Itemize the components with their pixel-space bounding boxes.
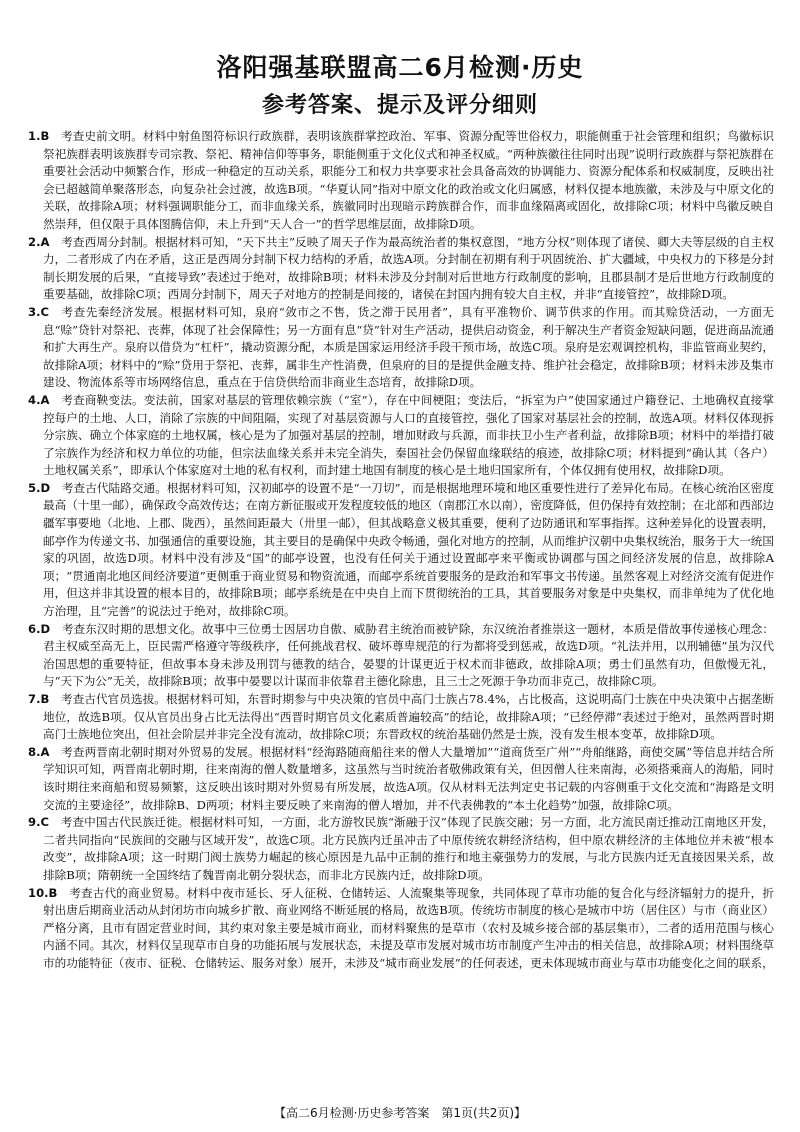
answer-item <box>28 480 774 621</box>
answer-explanation: 考查古代官员选拔。根据材料可知，东晋时期参与中央决策的官员中高门士族占78.4%，占比极高，这说明高门士族在中央决策中占据垄断地位，故选B项。仅从官员出身占比无法得出“西晋时期官员文化素质普遍较高”的结论，故排除A项；“已经停滞”表述过于绝对，虽然两晋时期高门士族地位突出，但社会阶层并非完全没有流动，故排除C项；东晋政权的统治基础仍然是士族，没有发生根本变革，故排除D项。 <box>43 692 774 742</box>
answer-number: 1.B <box>28 129 50 143</box>
answer-explanation: 考查中国古代民族迁徙。根据材料可知，一方面，北方游牧民族“渐融于汉”体现了民族交融；另一方面，北方流民南迁推动江南地区开发，二者共同指向“民族间的交融与区域开发”，故选C项。北方民族内迁虽冲击了中原传统农耕经济结构，但中原农耕经济的主体地位并未被“根本改变”，故排除A项；这一时期门阀士族势力崛起的核心原因是九品中正制的推行和地主豪强势力的发展，与北方民族内迁无直接因果关系，故排除B项；隋朝统一全国终结了魏晋南北朝分裂状态，而非北方民族内迁，故排除D项。 <box>43 815 774 882</box>
answer-number: 7.B <box>28 692 50 706</box>
answer-number: 10.B <box>28 885 58 900</box>
page-footer: 【高二6月检测·历史参考答案 第1页(共2页)】 <box>273 1106 527 1120</box>
answer-number: 3.C <box>28 304 49 319</box>
answer-explanation: 考查先秦经济发展。根据材料可知，泉府“敛市之不售，货之滞于民用者”，具有平准物价、调节供求的作用。而其赊贷活动，一方面无息“赊”贷针对祭祀、丧葬，体现了社会保障性；另一方面有息“贷”针对生产活动，提供启动资金，利于解决生产者资金短缺问题，促进商品流通和扩大再生产。泉府以借贷为“杠杆”，撬动资源分配，本质是国家运用经济手段干预市场，故选C项。泉府是宏观调控机构，非监管商业契约，故排除A项；材料中的“赊”贷用于祭祀、丧葬，属非生产性消费，但泉府的目的是提供金融支持、维护社会稳定，故排除B项；材料未涉及集市建设、物流体系等市场网络信息，重点在于信贷供给而非商业生态培育，故排除D项。 <box>43 304 774 390</box>
answer-item <box>28 128 774 234</box>
answer-list <box>28 128 774 973</box>
answer-number: 4.A <box>28 392 50 407</box>
answer-number: 6.D <box>28 621 51 636</box>
answer-explanation: 考查古代陆路交通。根据材料可知，汉初邮亭的设置不是“一刀切”，而是根据地理环境和地区重要性进行了差异化布局。在核心统治区密度最高（十里一邮），确保政令高效传达；在南方新征服或开发程度较低的地区（南郡江水以南），密度降低，但仍保持有效控制；在北部和西部边疆军事要地（北地、上郡、陇西），虽然间距最大（卅里一邮），但其战略意义极其重要，便利了边防通讯和军事指挥。这种差异化的设置表明，邮亭作为传递文书、加强通信的重要设施，其主要目的是确保中央政令畅通，强化对地方的控制，从而维护汉朝中央集权统治，服务于大一统国家的巩固，故选D项。材料中没有涉及“国”的邮亭设置，也没有任何关于通过设置邮亭来平衡或协调郡与国之间经济发展的信息，故排除A项；“贯通南北地区间经济要道”更侧重于商业贸易和物资流通，而邮亭系统首要服务的是政治和军事文书传递。虽然客观上对经济交流有促进作用，但这并非其设置的根本目的，故排除B项；邮亭系统是在中央自上而下贯彻统治的工具，其首要服务对象是中央集权，而非单纯为了优化地方治理，且“完善”的说法过于绝对，故排除C项。 <box>43 480 774 619</box>
answer-explanation: 考查东汉时期的思想文化。故事中三位勇士因居功自傲、威胁君主统治而被铲除，东汉统治者推崇这一题材，本质是借故事传递核心理念：君主权威至高无上，臣民需严格遵守等级秩序，任何挑战君权、破坏尊卑规范的行为都将受到惩戒，故选D项。“礼法并用，以刑辅德”虽为汉代治国思想的重要特征，但故事本身未涉及刑罚与德教的结合，晏婴的计谋更近于权术而非德政，故排除A项；勇士们虽然有功，但傲慢无礼，与“天下为公”无关，故排除B项；故事中晏婴以计谋而非依靠君主德化除患，且三士之死源于争功而非克己，故排除C项。 <box>43 621 774 689</box>
answer-item <box>28 885 774 973</box>
answer-item <box>28 744 774 814</box>
answer-number: 9.C <box>28 815 49 830</box>
answer-item <box>28 621 774 691</box>
answer-item <box>28 234 774 304</box>
answer-explanation: 考查两晋南北朝时期对外贸易的发展。根据材料“经海路随商船往来的僧人大量增加”“道商货至广州”“舟舶继路，商使交属”等信息并结合所学知识可知，两晋南北朝时期，往来南海的僧人数量增多，这虽然与当时统治者敬佛政策有关，但因僧人往来南海，必须搭乘商人的海船，同时该时期往来商船和贸易频繁，这反映出该时期对外贸易有所发展，故选A项。仅从材料无法判定史书记载的内容侧重于文化交流和“海路是文明交流的主要途径”，故排除B、D两项；材料主要反映了来南海的僧人增加，并不代表佛教的“本土化趋势”加强，故排除C项。 <box>43 744 774 812</box>
answer-explanation: 考查商鞅变法。变法前，国家对基层的管理依赖宗族（“室”），存在中间梗阻；变法后，“拆室为户”使国家通过户籍登记、土地确权直接掌控每户的土地、人口，消除了宗族的中间阻隔，实现了对基层资源与人口的直接管控，强化了国家对基层社会的控制，故选A项。材料仅体现拆分宗族、确立个体家庭的土地权属，核心是为了加强对基层的控制，增加财政与兵源，而非扶卫小生产者利益，故排除B项；材料中的举措打破了宗族作为经济和权力单位的功能，但宗法血缘关系并未完全消失，秦国社会仍保留血缘联结的痕迹，故排除C项；材料提到“确认其（各户）土地权属关系”，即承认个体家庭对土地的私有权利，而封建土地国有制度的核心是土地归国家所有，个体仅拥有使用权，故排除D项。 <box>43 392 774 478</box>
answer-item <box>28 392 774 480</box>
answer-number: 8.A <box>28 744 50 759</box>
page-title: 洛阳强基联盟高二6月检测·历史 <box>216 53 584 82</box>
answer-item <box>28 814 774 884</box>
answer-number: 2.A <box>28 234 50 249</box>
answer-number: 5.D <box>28 480 51 495</box>
answer-item <box>28 304 774 392</box>
answer-item <box>28 691 774 744</box>
answer-explanation: 考查史前文明。材料中射鱼图符标识行政族群，表明该族群掌控政治、军事、资源分配等世俗权力，职能侧重于社会管理和组织；鸟徽标识祭祀族群表明该族群专司宗教、祭祀、精神信仰等事务，职能侧重于文化仪式和神圣权威。“两种族徽往往同时出现”说明行政族群与祭祀族群在重要社会活动中频繁合作，形成一种稳定的互动关系，职能分工和权力共享要求社会具备高效的协调能力、资源分配体系和权威制度，反映出社会已超越简单聚落形态，向复杂社会过渡，故选B项。“华夏认同”指对中原文化的政治或文化归属感，材料仅提本地族徽，未涉及与中原文化的关联，故排除A项；材料强调职能分工，而非血缘关系，族徽同时出现暗示跨族群合作，而非血缘隔离或固化，故排除C项；材料中鸟徽反映自然崇拜，但仅限于具体图腾信仰，未上升到“天人合一”的哲学思维层面，故排除D项。 <box>43 129 774 231</box>
answer-explanation: 考查西周分封制。根据材料可知，“天下共主”反映了周天子作为最高统治者的集权意图，“地方分权”则体现了诸侯、卿大夫等层级的自主权力，二者形成了内在矛盾，这正是西周分封制下权力结构的矛盾，故选A项。分封制在初期有利于巩固统治、扩大疆域，中央权力的下移是分封制长期发展的后果，“直接导致”表述过于绝对，故排除B项；材料未涉及分封制对后世地方行政制度的影响，且郡县制才是后世地方行政制度的重要基础，故排除C项；西周分封制下，周天子对地方的控制是间接的，诸侯在封国内拥有较大自主权，并非“直接管控”，故排除D项。 <box>43 234 774 302</box>
answer-explanation: 考查古代的商业贸易。材料中夜市延长、牙人征税、仓储转运、人流聚集等现象，共同体现了草市功能的复合化与经济辐射力的提升，折射出唐后期商业活动从封闭坊市向城乡扩散、商业网络不断延展的格局，故选B项。传统坊市制度的核心是城市中坊（居住区）与市（商业区）严格分离，且市有固定营业时间，其约束对象主要是城市商业，而材料聚焦的是草市（农村及城乡接合部的基层集市），二者的适用范围与核心内涵不同。其次，材料仅呈现草市自身的功能拓展与发展状态，未提及草市发展对城市坊市制度产生冲击的相关信息，故排除A项；材料围绕草市的功能特征（夜市、征税、仓储转运、服务对象）展开，未涉及“城市商业发展”的任何表述，更未体现城市商业与草市功能变化之间的联系， <box>43 885 774 970</box>
page-subtitle: 参考答案、提示及评分细则 <box>261 93 538 118</box>
